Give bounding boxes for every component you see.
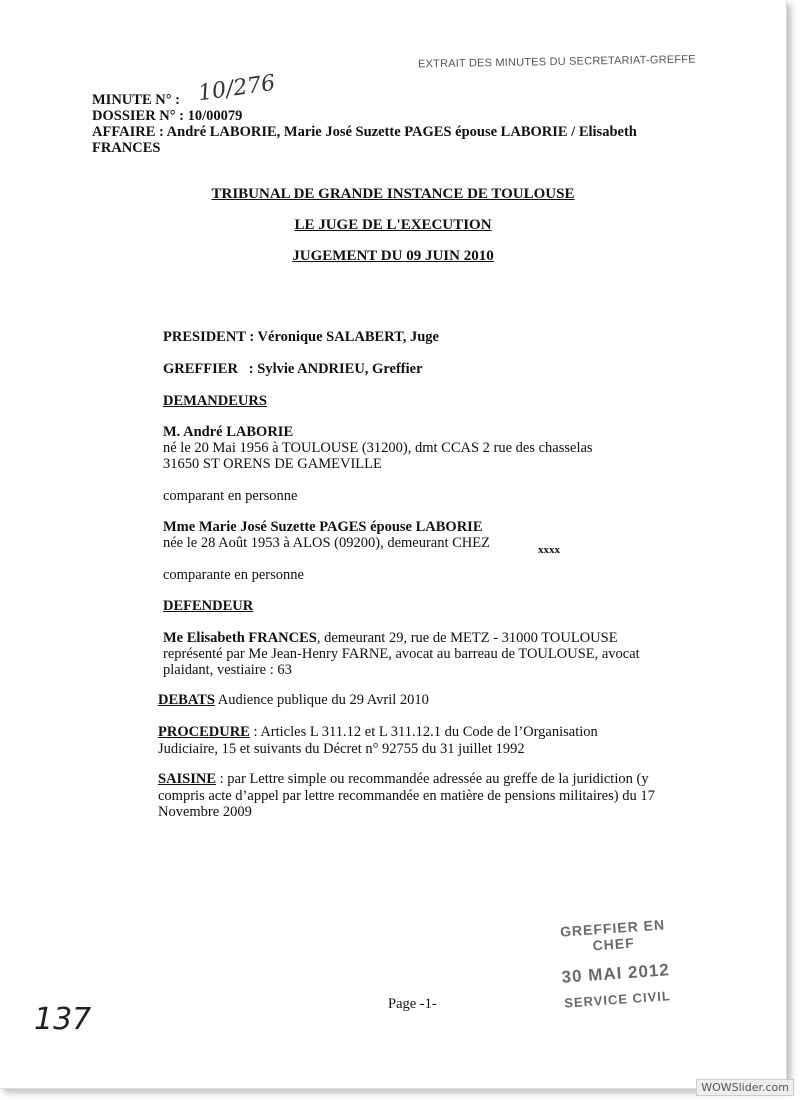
judgment-date-title: JUGEMENT DU 09 JUIN 2010 xyxy=(292,248,494,264)
procedure-line-2: Judiciaire, 15 et suivants du Décret n° 92755 du 31 juillet 1992 xyxy=(158,740,525,757)
dossier-line xyxy=(92,108,242,124)
plaintiff-2-status: comparante en personne xyxy=(163,567,304,583)
saisine-block xyxy=(158,771,676,821)
saisine-line-2: compris acte d’appel par lettre recommandée en matière de pensions militaires) du 17 xyxy=(158,787,655,804)
affaire-value-continued: FRANCES xyxy=(92,140,161,156)
procedure-line-1 xyxy=(158,724,676,741)
defendant-address: , demeurant 29, rue de METZ - 31000 TOULOUSE xyxy=(316,630,618,646)
defendant-vestiaire: plaidant, vestiaire : 63 xyxy=(163,662,292,678)
debats-text: Audience publique du 29 Avril 2010 xyxy=(214,692,429,708)
extract-stamp: EXTRAIT DES MINUTES DU SECRETARIAT-GREFFE xyxy=(417,53,696,71)
watermark-badge: WOWSlider.com xyxy=(696,1079,794,1096)
saisine-line-3: Novembre 2009 xyxy=(158,804,252,820)
affaire-value: : André LABORIE, Marie José Suzette PAGES épouse LABORIE / Elisabeth xyxy=(159,124,637,140)
procedure-label: PROCEDURE xyxy=(158,724,250,740)
president-line: PRESIDENT : Véronique SALABERT, Juge xyxy=(163,329,439,345)
procedure-block xyxy=(158,724,676,757)
plaintiff-2-name: Mme Marie José Suzette PAGES épouse LABORIE xyxy=(163,519,483,535)
saisine-line-1 xyxy=(158,771,676,788)
plaintiff-1-address-2: 31650 ST ORENS DE GAMEVILLE xyxy=(163,456,382,472)
saisine-label: SAISINE xyxy=(158,771,217,787)
saisine-text: : par Lettre simple ou recommandée adressée au greffe de la juridiction (y xyxy=(216,771,649,787)
debats-label: DEBATS xyxy=(158,692,215,708)
redacted-address: xxxx xyxy=(538,544,560,556)
minute-label: MINUTE N° : xyxy=(92,92,180,108)
debats-line xyxy=(158,692,429,709)
plaintiff-1-address-1: né le 20 Mai 1956 à TOULOUSE (31200), dmt CCAS 2 rue des chasselas xyxy=(163,440,593,456)
defendeur-heading: DEFENDEUR xyxy=(163,598,254,614)
defendant-name: Me Elisabeth FRANCES xyxy=(163,630,317,646)
defendant-representation: représenté par Me Jean-Henry FARNE, avocat au barreau de TOULOUSE, avocat xyxy=(163,646,640,662)
dossier-label: DOSSIER N° : xyxy=(92,108,185,124)
affaire-line xyxy=(92,124,637,140)
dossier-value: 10/00079 xyxy=(187,108,243,124)
page-number: Page -1- xyxy=(388,996,437,1012)
plaintiff-1-status: comparant en personne xyxy=(163,488,298,504)
greffier-stamp xyxy=(537,915,693,1012)
stamp-greffier-en-chef: GREFFIER EN CHEF xyxy=(559,916,666,954)
stamp-service-civil: SERVICE CIVIL xyxy=(563,988,672,1011)
affaire-label: AFFAIRE xyxy=(92,124,156,140)
procedure-text: : Articles L 311.12 et L 311.12.1 du Code de l’Organisation xyxy=(249,724,598,740)
minute-handwritten-number: 10/276 xyxy=(196,70,277,107)
handwritten-margin-number: 137 xyxy=(34,1002,92,1037)
judge-title: LE JUGE DE L'EXECUTION xyxy=(294,217,492,233)
plaintiff-2-address: née le 28 Août 1953 à ALOS (09200), demeurant CHEZ xyxy=(163,535,490,551)
stamp-date: 30 MAI 2012 xyxy=(560,960,671,987)
court-title: TRIBUNAL DE GRANDE INSTANCE DE TOULOUSE xyxy=(211,186,575,202)
greffier-line: GREFFIER : Sylvie ANDRIEU, Greffier xyxy=(163,361,423,377)
plaintiff-1-name: M. André LABORIE xyxy=(163,424,294,440)
defendant-line-1 xyxy=(163,630,618,647)
demandeurs-heading: DEMANDEURS xyxy=(163,393,267,409)
